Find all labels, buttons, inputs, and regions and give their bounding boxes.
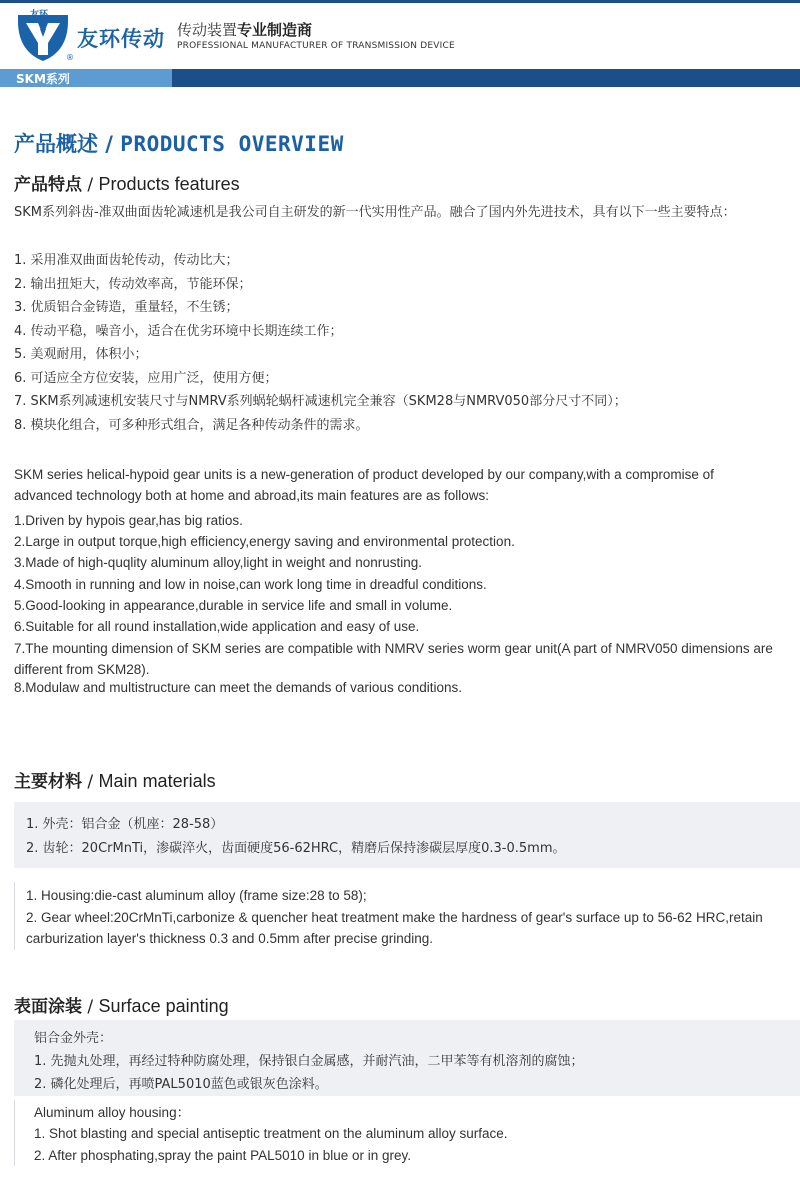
surface-heading: 表面涂装 / Surface painting	[14, 996, 229, 1017]
tagline-en: PROFESSIONAL MANUFACTURER OF TRANSMISSION DEVICE	[177, 41, 455, 51]
list-item: 2. After phosphating,spray the paint PAL5010 in blue or in grey.	[34, 1148, 411, 1163]
list-item: 1. Shot blasting and special antiseptic treatment on the aluminum alloy surface.	[34, 1126, 508, 1141]
list-item: 2. 输出扭矩大，传动效率高，节能环保；	[14, 276, 252, 292]
list-item: 7. SKM系列减速机安装尺寸与NMRV系列蜗轮蜗杆减速机完全兼容（SKM28与NMRV050部分尺寸不同）；	[14, 394, 627, 409]
features-heading: 产品特点 / Products features	[14, 174, 240, 195]
list-item: 1.Driven by hypois gear,has big ratios.	[14, 513, 243, 528]
page-header	[0, 3, 800, 69]
list-item: 5.Good-looking in appearance,durable in service life and small in volume.	[14, 598, 453, 613]
surface-title-en: Aluminum alloy housing：	[34, 1105, 191, 1120]
logo-text: 友环	[30, 10, 49, 20]
list-item: 6.Suitable for all round installation,wide application and easy of use.	[14, 619, 420, 634]
materials-heading: 主要材料 / Main materials	[14, 771, 216, 792]
list-item: 8. 模块化组合，可多种形式组合，满足各种传动条件的需求。	[14, 417, 369, 433]
list-item: 5. 美观耐用，体积小；	[14, 347, 148, 362]
list-item: 4. 传动平稳，噪音小，适合在优劣环境中长期连续工作；	[14, 323, 343, 339]
list-item: 1. 先抛丸处理，再经过特种防腐处理，保持银白金属感，并耐汽油，二甲苯等有机溶剂的腐蚀；	[34, 1054, 584, 1069]
features-intro-en: SKM series helical-hypoid gear units is a new-generation of product developed by our company,with a compromise of advanced technology both at home and abroad,its main features are as follows:	[14, 467, 714, 503]
list-item: 2. 磷化处理后，再喷PAL5010蓝色或银灰色涂料。	[34, 1077, 328, 1092]
series-bar	[0, 69, 800, 87]
page-title: 产品概述 / PRODUCTS OVERVIEW	[14, 132, 344, 156]
list-item: 3.Made of high-quqlity aluminum alloy,light in weight and nonrusting.	[14, 555, 422, 570]
series-label: SKM系列	[16, 72, 70, 86]
tagline-cn: 传动装置专业制造商	[177, 21, 313, 39]
list-item: 4.Smooth in running and low in noise,can work long time in dreadful conditions.	[14, 577, 487, 592]
list-item: 8.Modulaw and multistructure can meet the demands of various conditions.	[14, 680, 462, 695]
brand-name: 友环传动	[77, 27, 165, 51]
list-item: 2. 齿轮：20CrMnTi，渗碳淬火，齿面硬度56-62HRC，精磨后保持渗碳层厚度0.3-0.5mm。	[26, 840, 566, 856]
list-item: 6. 可适应全方位安装，应用广泛，使用方便；	[14, 370, 278, 386]
features-intro-cn: SKM系列斜齿-准双曲面齿轮减速机是我公司自主研发的新一代实用性产品。融合了国内外先进技术，具有以下一些主要特点：	[14, 205, 736, 220]
list-item: 7.The mounting dimension of SKM series are compatible with NMRV series worm gear unit(A part of NMRV050 dimensions are different from SKM28).	[14, 641, 773, 677]
list-item: 3. 优质铝合金铸造，重量轻，不生锈；	[14, 300, 239, 315]
list-item: 1. Housing:die-cast aluminum alloy (frame size:28 to 58);	[26, 888, 367, 903]
list-item: 1. 采用准双曲面齿轮传动，传动比大；	[14, 253, 239, 268]
list-item: 1. 外壳：铝合金（机座：28-58）	[26, 817, 224, 832]
list-item: 2.Large in output torque,high efficiency,energy saving and environmental protection.	[14, 534, 515, 549]
surface-title-cn: 铝合金外壳：	[34, 1031, 113, 1046]
registered-mark: ®	[66, 53, 74, 62]
list-item: 2. Gear wheel:20CrMnTi,carbonize & quencher heat treatment make the hardness of gear's surface up to 56-62 HRC,retain carburization layer's thickness 0.3 and 0.5mm after precise grinding.	[26, 910, 763, 946]
